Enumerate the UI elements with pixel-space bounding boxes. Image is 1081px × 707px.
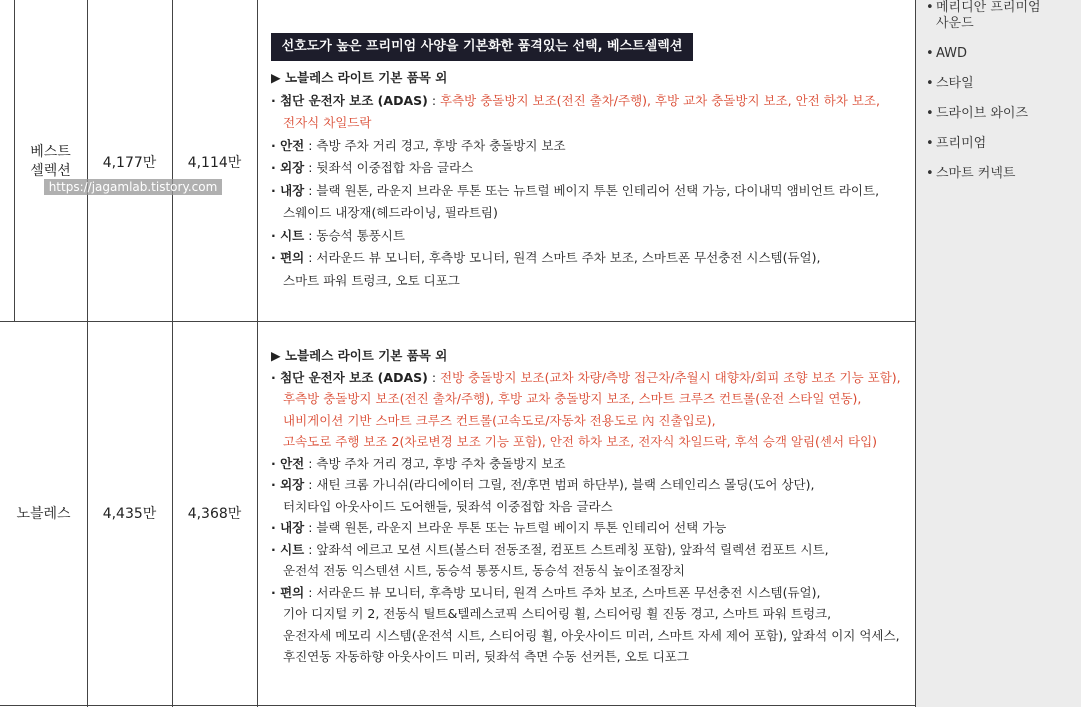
feature-interior: · 내장 : 블랙 원톤, 라운지 브라운 투톤 또는 뉴트럴 베이지 투톤 인테리어 선택 가능, 다이내믹 앰비언트 라이트, (271, 182, 880, 198)
trim-name: 노블레스 (16, 506, 71, 522)
feature-convenience: · 편의 : 서라운드 뷰 모니터, 후측방 모니터, 원격 스마트 주차 보조, 스마트폰 무선충전 시스템(듀얼), (271, 250, 821, 265)
feature-exterior: · 외장 : 뒷좌석 이중접합 차음 글라스 (271, 160, 474, 175)
row-divider (0, 705, 916, 706)
feature-convenience-cont: 기아 디지털 키 2, 전동식 틸트&텔레스코픽 스티어링 휠, 스티어링 휠 진동 경고, 스마트 파워 트렁크, (283, 606, 832, 621)
price-cell: 4,435만 (102, 506, 157, 522)
grid-line (172, 0, 173, 707)
feature-adas-cont: 고속도로 주행 보조 2(차로변경 보조 기능 포함), 안전 하차 보조, 전자식 차일드락, 후석 승객 알림(센서 타입) (283, 434, 878, 449)
feature-convenience-cont: 후진연동 자동하향 아웃사이드 미러, 뒷좌석 측면 수동 선커튼, 오토 디포그 (283, 649, 689, 664)
sidebar-item: • AWD (926, 46, 1076, 62)
feature-seat: · 시트 : 앞좌석 에르고 모션 시트(볼스터 전동조절, 컴포트 스트레칭 포함), 앞좌석 릴렉션 컴포트 시트, (271, 541, 829, 557)
sidebar-list (926, 0, 1076, 196)
feature-interior: · 내장 : 블랙 원톤, 라운지 브라운 투톤 또는 뉴트럴 베이지 투톤 인테리어 선택 가능 (271, 520, 727, 535)
grid-line (257, 0, 258, 707)
feature-list (271, 345, 911, 668)
feature-seat-cont: 운전석 전동 익스텐션 시트, 동승석 통풍시트, 동승석 전동식 높이조절장치 (283, 563, 685, 578)
row-divider (0, 321, 916, 322)
feature-adas: · 첨단 운전자 보조 (ADAS) : 전방 충돌방지 보조(교차 차량/측방 접근차/추월시 대향차/회피 조향 보조 기능 포함), (271, 369, 901, 385)
feature-adas-cont: 후측방 충돌방지 보조(전진 출차/주행), 후방 교차 충돌방지 보조, 스마트 크루즈 컨트롤(운전 스타일 연동), (283, 391, 862, 406)
sidebar-item: • 메리디안 프리미엄 사운드 (926, 0, 1076, 32)
feature-exterior-cont: 터치타입 아웃사이드 도어핸들, 뒷좌석 이중접합 차음 글라스 (283, 498, 613, 514)
trim-name: 베스트 셀렉션 (30, 144, 71, 179)
feature-safety: · 안전 : 측방 주차 거리 경고, 후방 주차 충돌방지 보조 (271, 137, 566, 153)
feature-list (271, 67, 911, 292)
sidebar-item: • 스마트 커넥트 (926, 166, 1076, 182)
price-cell: 4,368만 (187, 506, 242, 522)
sidebar-item: • 드라이브 와이즈 (926, 106, 1076, 122)
price-cell: 4,114만 (187, 155, 242, 171)
feature-adas-cont: 내비게이션 기반 스마트 크루즈 컨트롤(고속도로/자동차 전용도로 內 진출입로), (283, 412, 716, 428)
promo-banner: 선호도가 높은 프리미엄 사양을 기본화한 품격있는 선택, 베스트셀렉션 (271, 33, 693, 61)
base-heading: ▶ 노블레스 라이트 기본 품목 외 (271, 348, 448, 363)
grid-line (915, 0, 916, 707)
feature-safety: · 안전 : 측방 주차 거리 경고, 후방 주차 충돌방지 보조 (271, 455, 566, 471)
feature-seat: · 시트 : 동승석 통풍시트 (271, 227, 405, 243)
feature-convenience-cont: 스마트 파워 트렁크, 오토 디포그 (283, 272, 460, 288)
feature-convenience: · 편의 : 서라운드 뷰 모니터, 후측방 모니터, 원격 스마트 주차 보조, 스마트폰 무선충전 시스템(듀얼), (271, 584, 821, 600)
base-heading: ▶ 노블레스 라이트 기본 품목 외 (271, 70, 448, 85)
grid-line (87, 0, 88, 707)
feature-adas: · 첨단 운전자 보조 (ADAS) : 후측방 충돌방지 보조(전진 출차/주행), 후방 교차 충돌방지 보조, 안전 하차 보조, (271, 92, 880, 108)
price-cell: 4,177만 (102, 155, 157, 171)
feature-adas-cont: 전자식 차일드락 (283, 115, 372, 130)
sidebar-item: • 스타일 (926, 76, 1076, 92)
watermark: https://jagamlab.tistory.com (44, 179, 222, 195)
feature-interior-cont: 스웨이드 내장재(헤드라이닝, 필라트림) (283, 205, 498, 220)
sidebar-item: • 프리미엄 (926, 136, 1076, 152)
feature-convenience-cont: 운전자세 메모리 시스템(운전석 시트, 스티어링 휠, 아웃사이드 미러, 스마트 자세 제어 포함), 앞좌석 이지 억세스, (283, 627, 900, 643)
feature-exterior: · 외장 : 새틴 크롬 가니쉬(라디에이터 그릴, 전/후면 범퍼 하단부), 블랙 스테인리스 몰딩(도어 상단), (271, 477, 815, 492)
